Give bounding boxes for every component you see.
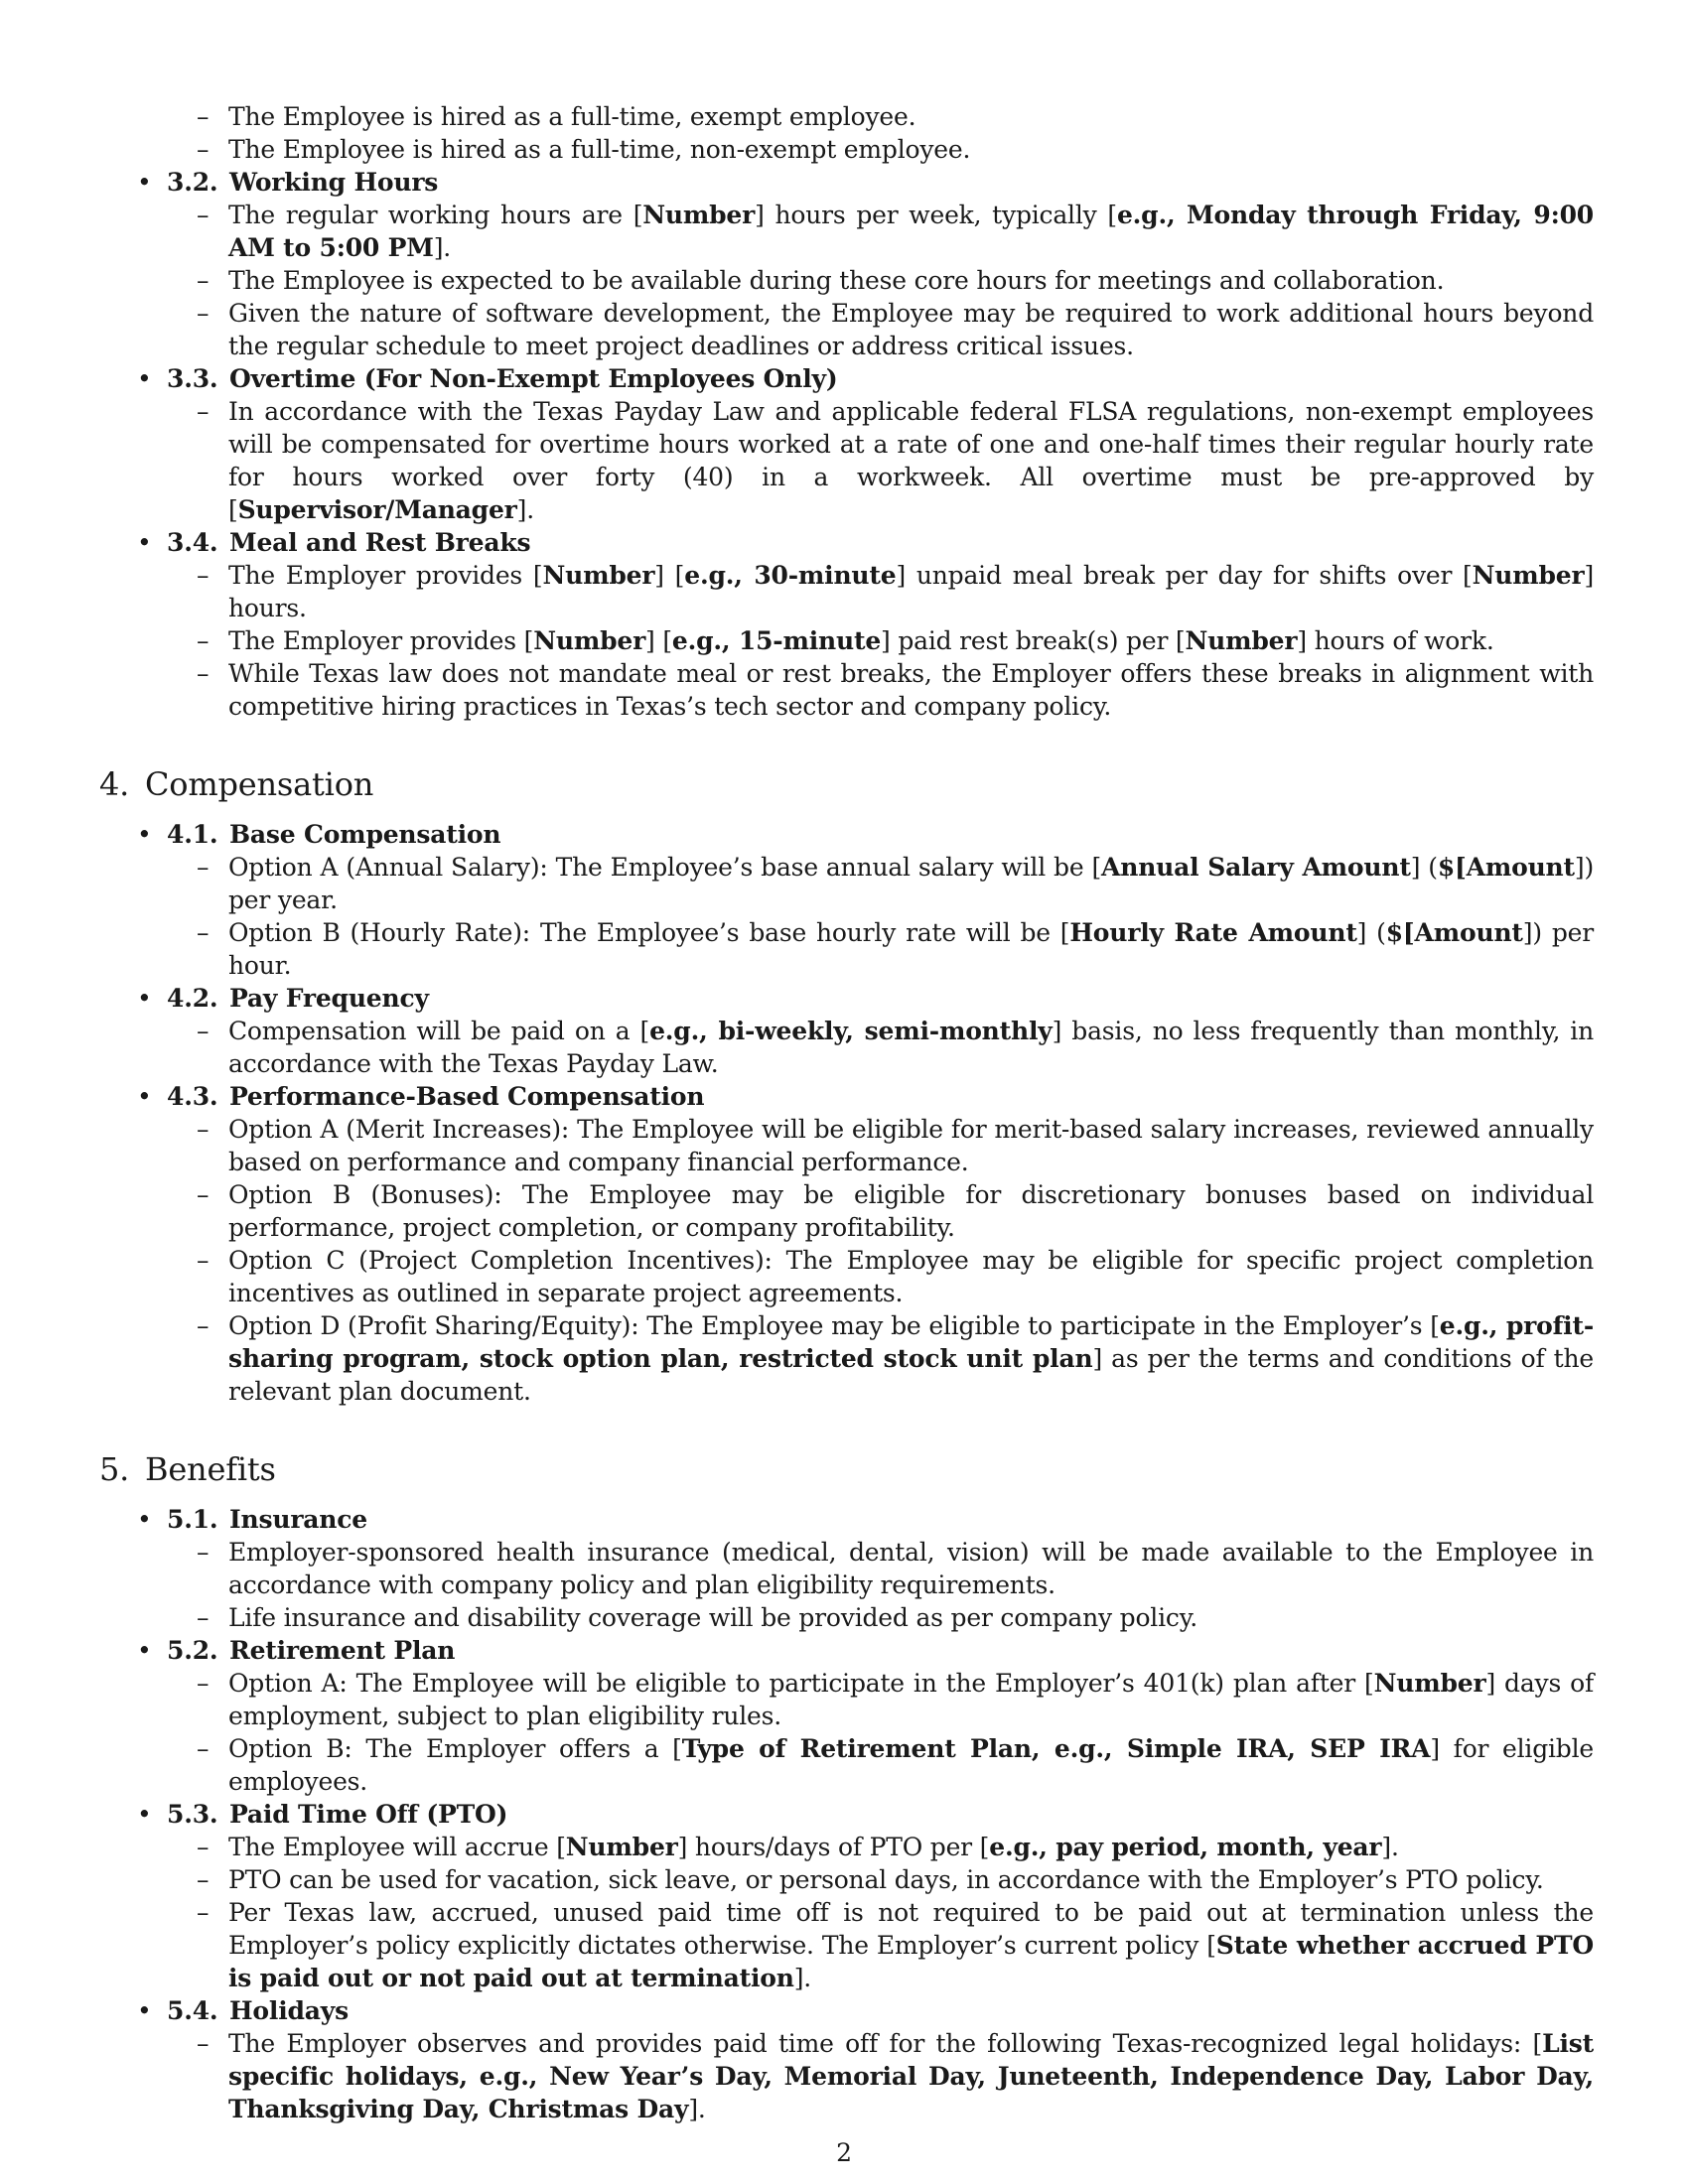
subsection-heading-working-hours: • 3.2. Working Hours xyxy=(167,166,1594,199)
list-item: – Employer-sponsored health insurance (medical, dental, vision) will be made available to the Employee in accordance with company policy and plan eligibility requirements. xyxy=(228,1536,1594,1601)
list-item: – The Employer provides [Number] [e.g., 15-minute] paid rest break(s) per [Number] hours of work. xyxy=(228,624,1594,657)
subsection-heading-holidays: • 5.4. Holidays xyxy=(167,1994,1594,2027)
pto-list xyxy=(228,1831,1594,1994)
subsection-heading-insurance: • 5.1. Insurance xyxy=(167,1503,1594,1536)
list-item: – PTO can be used for vacation, sick leave, or personal days, in accordance with the Employer’s PTO policy. xyxy=(228,1863,1594,1896)
list-item: – The Employer provides [Number] [e.g., 30-minute] unpaid meal break per day for shifts over [Number] hours. xyxy=(228,559,1594,624)
list-item: – Compensation will be paid on a [e.g., bi-weekly, semi-monthly] basis, no less frequently than monthly, in accordance with the Texas Payday Law. xyxy=(228,1015,1594,1080)
list-item: – Option A: The Employee will be eligible to participate in the Employer’s 401(k) plan after [Number] days of employment, subject to plan eligibility rules. xyxy=(228,1667,1594,1732)
list-item: – Life insurance and disability coverage will be provided as per company policy. xyxy=(228,1601,1594,1634)
employment-type-list xyxy=(228,100,1594,166)
pay-frequency-list xyxy=(228,1015,1594,1080)
subsection-heading-retirement-plan: • 5.2. Retirement Plan xyxy=(167,1634,1594,1667)
list-item: – Option D (Profit Sharing/Equity): The Employee may be eligible to participate in the Employer’s [e.g., profit-sharing program, stock option plan, restricted stock unit plan] as per the terms and conditions of the relevant plan document. xyxy=(228,1309,1594,1408)
list-item: – The Employee is expected to be available during these core hours for meetings and collaboration. xyxy=(228,264,1594,297)
meal-breaks-list xyxy=(228,559,1594,723)
page-number: 2 xyxy=(836,2138,852,2167)
overtime-list xyxy=(228,395,1594,526)
holidays-list xyxy=(228,2027,1594,2125)
list-item: – Per Texas law, accrued, unused paid time off is not required to be paid out at termination unless the Employer’s policy explicitly dictates otherwise. The Employer’s current policy [State whether accrued PTO is paid out or not paid out at termination]. xyxy=(228,1896,1594,1994)
subsection-heading-meal-breaks: • 3.4. Meal and Rest Breaks xyxy=(167,526,1594,559)
subsection-heading-pto: • 5.3. Paid Time Off (PTO) xyxy=(167,1798,1594,1831)
list-item: – Option A (Annual Salary): The Employee’s base annual salary will be [Annual Salary Amount] ($[Amount]) per year. xyxy=(228,851,1594,916)
section-heading-compensation: 4. Compensation xyxy=(99,765,374,803)
subsection-heading-pay-frequency: • 4.2. Pay Frequency xyxy=(167,982,1594,1015)
list-item: – The Employee will accrue [Number] hours/days of PTO per [e.g., pay period, month, year]. xyxy=(228,1831,1594,1863)
base-compensation-list xyxy=(228,851,1594,982)
list-item: – Option B (Hourly Rate): The Employee’s base hourly rate will be [Hourly Rate Amount] ($[Amount]) per hour. xyxy=(228,916,1594,982)
page-content xyxy=(99,100,1594,2125)
list-item: – The regular working hours are [Number] hours per week, typically [e.g., Monday through Friday, 9:00 AM to 5:00 PM]. xyxy=(228,199,1594,264)
subsection-heading-base-compensation: • 4.1. Base Compensation xyxy=(167,818,1594,851)
list-item: – Option B (Bonuses): The Employee may be eligible for discretionary bonuses based on individual performance, project completion, or company profitability. xyxy=(228,1178,1594,1244)
insurance-list xyxy=(228,1536,1594,1634)
section-heading-benefits: 5. Benefits xyxy=(99,1450,276,1488)
list-item: – Given the nature of software development, the Employee may be required to work additional hours beyond the regular schedule to meet project deadlines or address critical issues. xyxy=(228,297,1594,362)
subsection-heading-performance-compensation: • 4.3. Performance-Based Compensation xyxy=(167,1080,1594,1113)
retirement-plan-list xyxy=(228,1667,1594,1798)
list-item: – In accordance with the Texas Payday Law and applicable federal FLSA regulations, non-exempt employees will be compensated for overtime hours worked at a rate of one and one-half times their regular hourly rate for hours worked over forty (40) in a workweek. All overtime must be pre-approved by [Supervisor/Manager]. xyxy=(228,395,1594,526)
working-hours-list xyxy=(228,199,1594,362)
subsection-heading-overtime: • 3.3. Overtime (For Non-Exempt Employees Only) xyxy=(167,362,1594,395)
list-item: – Option A (Merit Increases): The Employee will be eligible for merit-based salary increases, reviewed annually based on performance and company financial performance. xyxy=(228,1113,1594,1178)
list-item: – While Texas law does not mandate meal or rest breaks, the Employer offers these breaks in alignment with competitive hiring practices in Texas’s tech sector and company policy. xyxy=(228,657,1594,723)
list-item: – The Employer observes and provides paid time off for the following Texas-recognized legal holidays: [List specific holidays, e.g., New Year’s Day, Memorial Day, Juneteenth, Independence Day, Labor Day, Thanksgiving Day, Christmas Day]. xyxy=(228,2027,1594,2125)
list-item: – The Employee is hired as a full-time, exempt employee. xyxy=(228,100,1594,133)
list-item: – Option C (Project Completion Incentives): The Employee may be eligible for specific project completion incentives as outlined in separate project agreements. xyxy=(228,1244,1594,1309)
list-item: – The Employee is hired as a full-time, non-exempt employee. xyxy=(228,133,1594,166)
list-item: – Option B: The Employer offers a [Type of Retirement Plan, e.g., Simple IRA, SEP IRA] for eligible employees. xyxy=(228,1732,1594,1798)
performance-compensation-list xyxy=(228,1113,1594,1408)
